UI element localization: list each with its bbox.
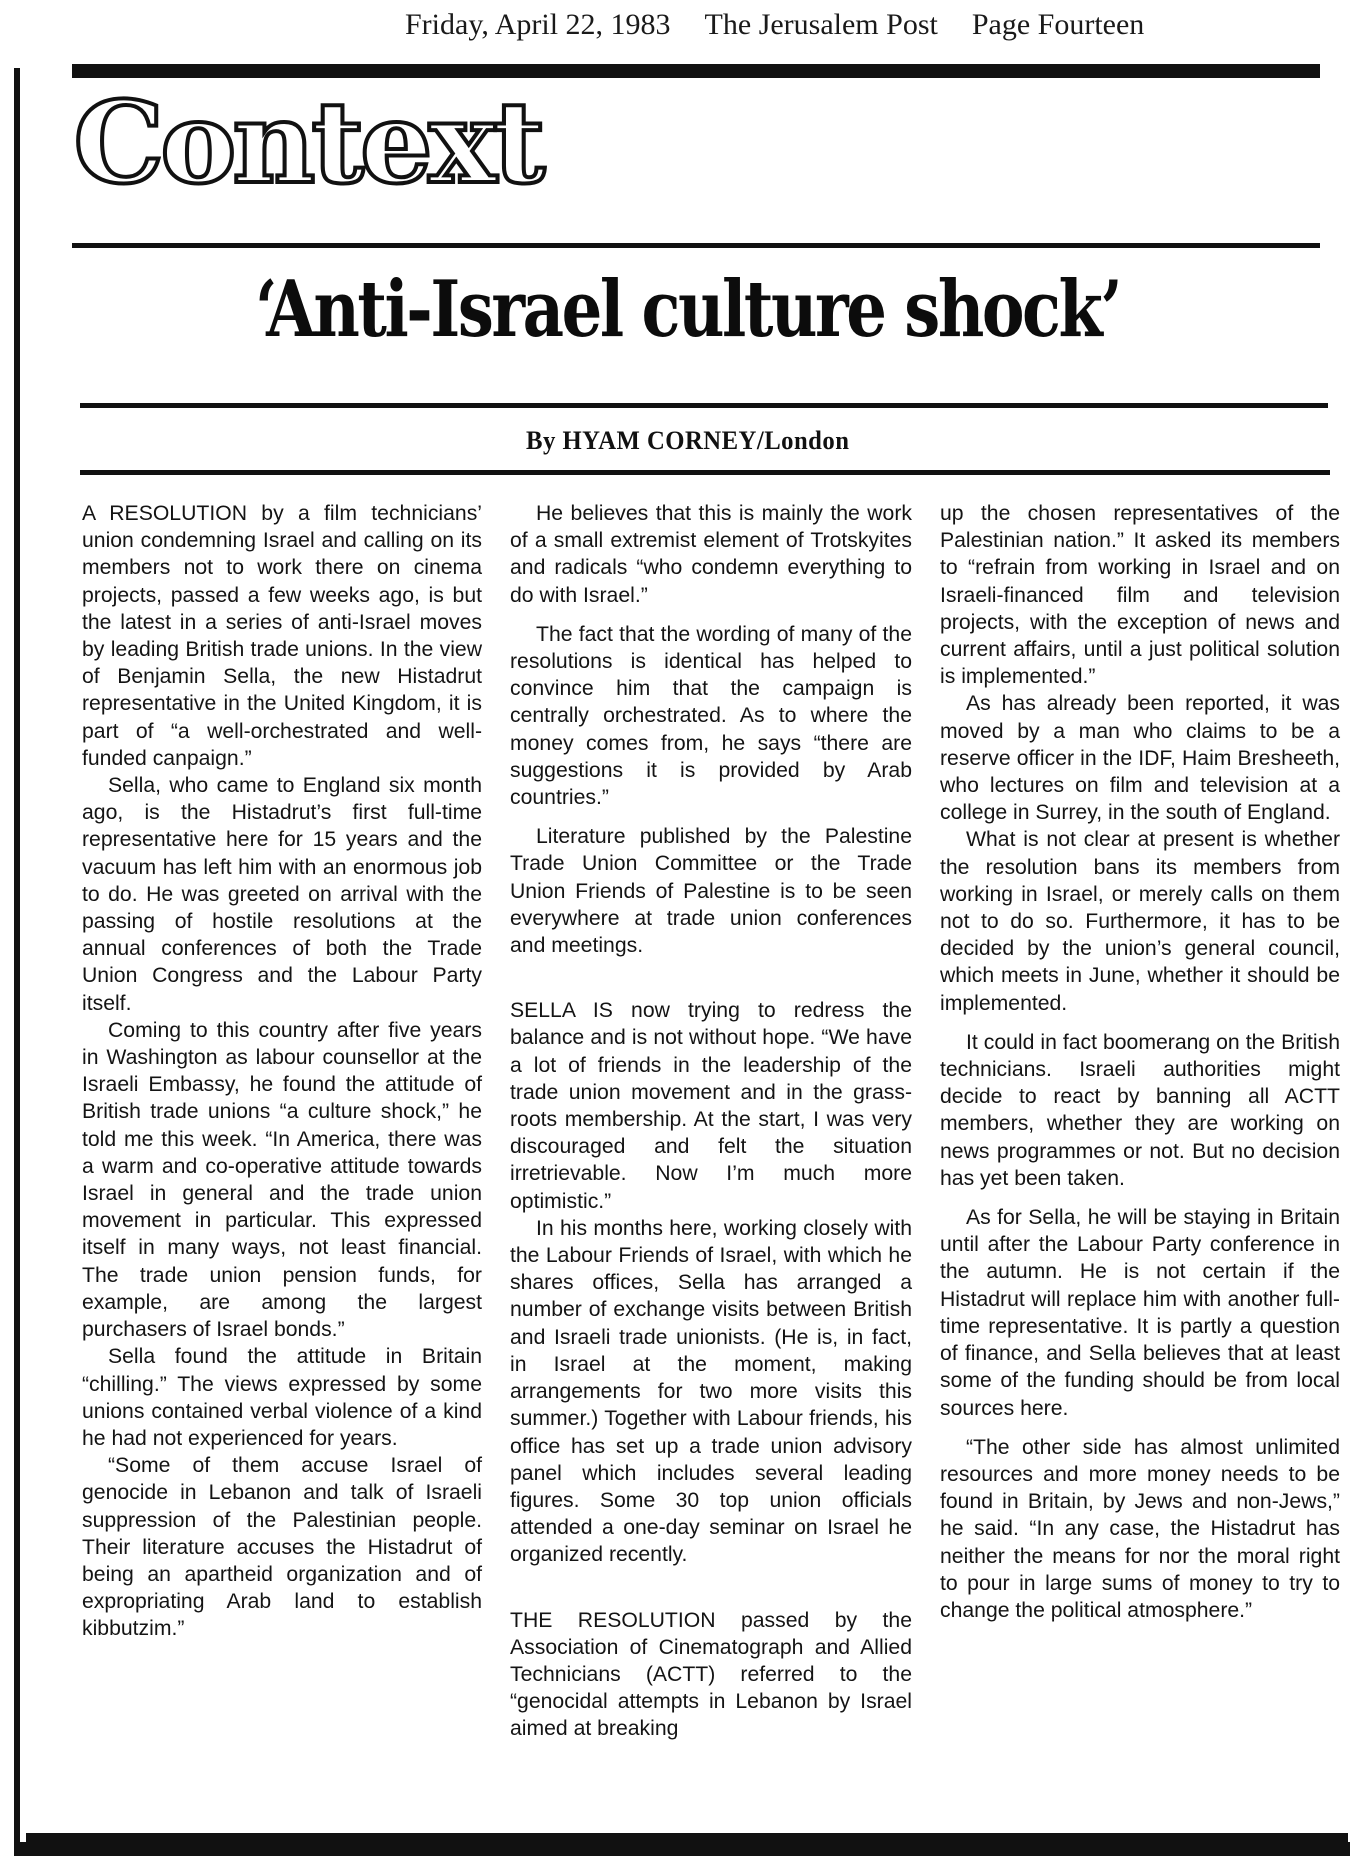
- article-column-1: [82, 500, 482, 1643]
- column-1-paragraph: Coming to this country after five years in Washington as labour counsellor at the Israeli Embassy, he found the attitude of British trade unions “a culture shock,” he told me this week. “In America, there was a warm and co-operative attitude towards Israel in general and the trade union movement in particular. This expressed itself in many ways, not least financial. The trade union pension funds, for example, are among the largest purchasers of Israel bonds.”: [82, 1018, 482, 1342]
- headline-rule: [80, 403, 1328, 408]
- article-column-3: [940, 500, 1340, 1624]
- column-3-paragraph: As has already been reported, it was moved by a man who claims to be a reserve officer in the IDF, Haim Bresheeth, who lectures on film and television at a college in Surrey, in the south of England.: [940, 692, 1340, 825]
- kicker-rule: [72, 243, 1320, 248]
- article-headline: ‘Anti-Israel culture shock’: [255, 264, 1121, 355]
- top-rule: [72, 64, 1320, 78]
- column-1-paragraph: A RESOLUTION by a film technicians’ union condemning Israel and calling on its members not to work there on cinema projects, passed a few weeks ago, is but the latest in a series of anti-Israel moves by leading British trade unions. In the view of Benjamin Sella, the new Histadrut representative in the United Kingdom, it is part of “a well-orchestrated and well-funded canpaign.”: [82, 502, 482, 770]
- page-number: Page Fourteen: [971, 8, 1145, 41]
- column-3-paragraph: up the chosen representatives of the Palestinian nation.” It asked its members to “refrain from working in Israel and on Israeli-financed film and television projects, with the exception of news and current affairs, until a just political solution is implemented.”: [940, 502, 1340, 689]
- column-2-subhead-paragraph: THE RESOLUTION passed by the Association of Cinematograph and Allied Technicians (ACTT) referred to the “genocidal attempts in Lebanon by Israel aimed at breaking: [510, 1608, 912, 1741]
- page-frame-left-border: [14, 68, 20, 1848]
- column-1-paragraph: Sella, who came to England six month ago, is the Histadrut’s first full-time representative here for 15 years and the vacuum has left him with an enormous job to do. He was greeted on arrival with the passing of hostile resolutions at the annual conferences of both the Trade Union Congress and the Labour Party itself.: [82, 774, 482, 1015]
- column-2-paragraph: Literature published by the Palestine Trade Union Committee or the Trade Union Friends of Palestine is to be seen everywhere at trade union conferences and meetings.: [510, 825, 912, 958]
- column-2-paragraph: The fact that the wording of many of the resolutions is identical has helped to convince him that the campaign is centrally orchestrated. As to where the money comes from, he says “there are suggestions it is provided by Arab countries.”: [510, 622, 912, 810]
- article-byline: By HYAM CORNEY/London: [526, 426, 850, 455]
- article-column-2: [510, 500, 912, 1743]
- column-3-paragraph: It could in fact boomerang on the British technicians. Israeli authorities might decide to react by banning all ACTT members, whether they are working on news programmes or not. But no decision has yet been taken.: [940, 1030, 1340, 1190]
- column-3-paragraph: As for Sella, he will be staying in Britain until after the Labour Party conference in the autumn. He is not certain if the Histadrut will replace him with another full-time representative. It is partly a question of finance, and Sella believes that at least some of the funding should be from local sources here.: [940, 1206, 1340, 1420]
- page-masthead: [405, 8, 1315, 48]
- column-2-subhead-paragraph: SELLA IS now trying to redress the balance and is not without hope. “We have a lot of friends in the leadership of the trade union movement and in the grass-roots membership. At the start, I was very discouraged and felt the situation irretrievable. Now I’m much more optimistic.”: [510, 999, 912, 1213]
- section-kicker: Context: [73, 78, 542, 209]
- page-frame-bottom-border: [14, 1842, 1350, 1856]
- publication-name: The Jerusalem Post: [704, 8, 938, 41]
- column-3-paragraph: “The other side has almost unlimited resources and more money needs to be found in Britain, by Jews and non-Jews,” he said. “In any case, the Histadrut has neither the means for nor the moral right to pour in large sums of money to try to change the political atmosphere.”: [940, 1435, 1340, 1622]
- column-2-paragraph: He believes that this is mainly the work of a small extremist element of Trotskyites and radicals “who condemn everything to do with Israel.”: [510, 502, 912, 607]
- column-2-paragraph: In his months here, working closely with the Labour Friends of Israel, with which he shares offices, Sella has arranged a number of exchange visits between British and Israeli trade unionists. (He is, in fact, in Israel at the moment, making arrangements for two more visits this summer.) Together with Labour friends, his office has set up a trade union advisory panel which includes several leading figures. Some 30 top union officials attended a one-day seminar on Israel he organized recently.: [510, 1216, 912, 1567]
- column-3-paragraph: What is not clear at present is whether the resolution bans its members from working in Israel, or merely calls on them not to do so. Furthermore, it has to be decided by the union’s general council, which meets in June, whether it should be implemented.: [940, 828, 1340, 1015]
- byline-rule: [80, 470, 1330, 475]
- column-1-paragraph: Sella found the attitude in Britain “chilling.” The views expressed by some unions contained verbal violence of a kind he had not experienced for years.: [82, 1345, 482, 1450]
- issue-date: Friday, April 22, 1983: [405, 8, 671, 41]
- column-1-paragraph: “Some of them accuse Israel of genocide in Lebanon and talk of Israeli suppression of the Palestinian people. Their literature accuses the Histadrut of being an apartheid organization and of expropriating Arab land to establish kibbutzim.”: [82, 1454, 482, 1641]
